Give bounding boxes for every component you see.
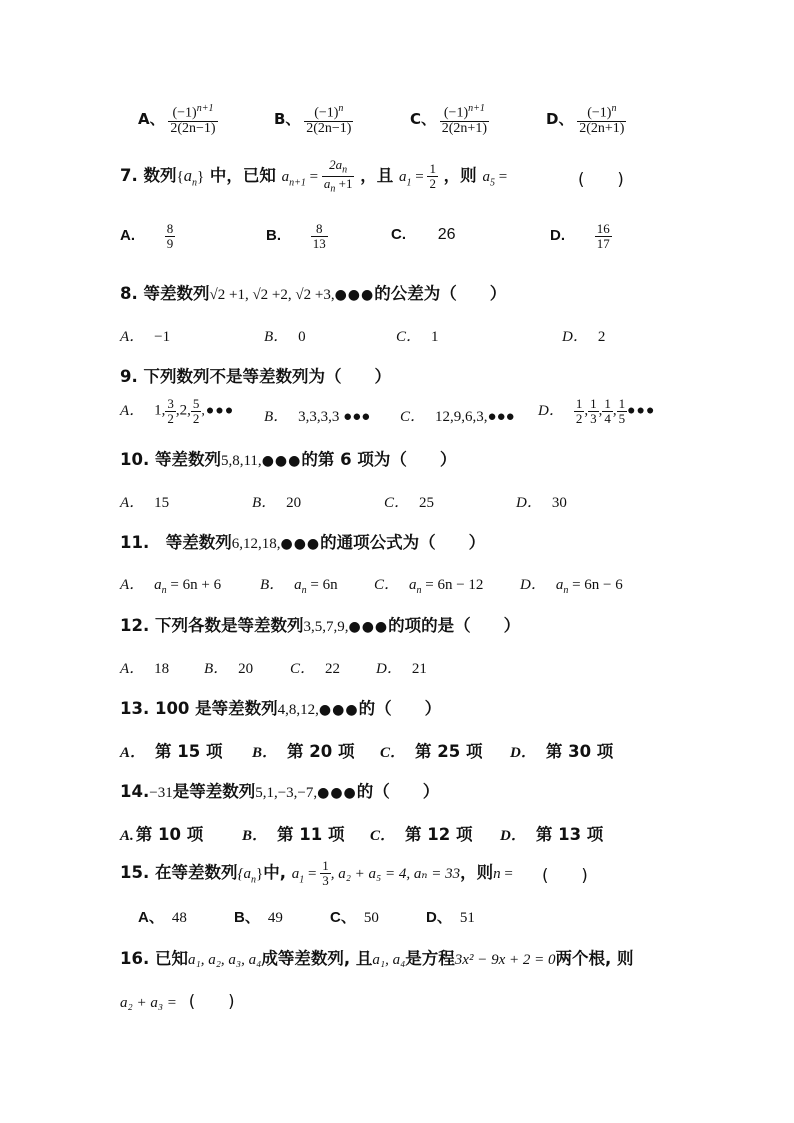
- q16-mid1: 成等差数列, 且: [261, 949, 373, 968]
- q16-mid2: 是方程: [405, 949, 455, 968]
- q13-c-label: C．: [380, 745, 406, 761]
- q13-d-label: D．: [510, 745, 536, 761]
- q16-roots: a₁, a₄: [372, 952, 406, 968]
- q14-stem-text: 14.: [120, 782, 150, 801]
- q11-a-value: = 6n + 6: [170, 577, 222, 593]
- q14-stem: [120, 778, 439, 802]
- q9-c-label: C．: [400, 409, 426, 425]
- q7-d-label: D.: [550, 226, 565, 244]
- q15-set: {a: [237, 866, 251, 882]
- q8-option-a[interactable]: [120, 325, 170, 346]
- q7-option-c[interactable]: [391, 226, 456, 244]
- q10-ellipsis: ●●●: [261, 453, 302, 469]
- q9-d-n4: 1: [618, 396, 626, 411]
- q10-stem: [120, 446, 456, 470]
- q7-frac-num-sub: n: [342, 164, 348, 176]
- q12-d-value: 21: [411, 661, 427, 677]
- q15-option-a[interactable]: [138, 906, 187, 927]
- q8-a-value: −1: [154, 329, 171, 345]
- q12-option-d[interactable]: [376, 657, 427, 678]
- q9-a-pre: 1,: [154, 402, 166, 419]
- q7-frac-den-tail: +1: [335, 176, 353, 192]
- q15-c-value: 50: [363, 910, 379, 926]
- q14-c-label: C．: [370, 828, 396, 844]
- q14-a-value: 第 10 项: [135, 825, 204, 844]
- q9-d-f4: [617, 397, 628, 425]
- q12-b-label: B．: [204, 661, 229, 677]
- q7-brace-open: {: [176, 169, 184, 186]
- q6-option-c[interactable]: [410, 104, 489, 137]
- q8-c-value: 1: [431, 329, 439, 345]
- q6-d-fraction: [577, 104, 626, 137]
- q12-c-label: C．: [290, 661, 316, 677]
- q12-a-value: 18: [154, 661, 170, 677]
- q15-option-c[interactable]: [330, 906, 379, 927]
- q10-b-label: B．: [252, 495, 277, 511]
- q14-option-c[interactable]: [370, 821, 472, 845]
- q11-option-a[interactable]: A． $a_n = 6n + 6$: [120, 577, 222, 596]
- q15-then: ，则: [460, 863, 494, 882]
- q15-conditions: , a₂ + a₅ = 4, aₙ = 33: [330, 866, 461, 882]
- q7-eq3: =: [494, 169, 508, 186]
- q13-d-value: 第 30 项: [545, 742, 614, 761]
- q7-a-num: 8: [166, 221, 174, 236]
- q8-stem-text: 8. 等差数列: [120, 284, 210, 303]
- q10-option-d[interactable]: [516, 491, 567, 512]
- q16-equation: 3x² − 9x + 2 = 0: [454, 952, 556, 968]
- q9-d-f1: [574, 397, 585, 425]
- q12-sequence: 3,5,7,9,: [303, 619, 349, 635]
- q15-c-label: C、: [330, 909, 356, 926]
- q15-a1-sub: 1: [299, 874, 305, 886]
- q10-c-value: 25: [419, 495, 435, 511]
- q6-c-fraction: [440, 104, 489, 137]
- q13-b-value: 第 20 项: [287, 742, 355, 761]
- q7-b-num: 8: [311, 222, 328, 237]
- q13-a-value: 第 15 项: [155, 742, 223, 761]
- q8-b-label: B．: [264, 329, 289, 345]
- q9-d-tail: ●●●: [627, 403, 656, 419]
- q12-tail: 的项的是（ ）: [388, 616, 521, 635]
- q15-mid: 中,: [263, 863, 286, 882]
- q9-option-d[interactable]: D． $\frac{1}{2}$ , $\frac{1}{3}$ , $\frac{1}{4}$ , $\frac{1}{5}$ ●●●: [538, 396, 656, 426]
- q12-stem: [120, 612, 520, 636]
- q6-a-num: (−1): [172, 105, 197, 121]
- q6-c-den: 2(2n+1): [441, 121, 487, 137]
- q14-b-label: B．: [242, 828, 268, 844]
- q6-option-b[interactable]: [274, 104, 353, 137]
- q14-c-value: 第 12 项: [405, 825, 473, 844]
- q10-a-value: 15: [154, 495, 170, 511]
- q6-b-fraction: [304, 104, 353, 137]
- q8-tail: 的公差为（ ）: [374, 284, 507, 303]
- q9-option-c[interactable]: [400, 405, 515, 426]
- q11-tail: 的通项公式为（ ）: [320, 533, 486, 552]
- q8-option-b[interactable]: [264, 325, 306, 346]
- q6-option-a[interactable]: [138, 104, 218, 137]
- q13-tail: 的（ ）: [358, 699, 442, 718]
- q9-b-label: B．: [264, 409, 289, 425]
- q9-c-value: 12,9,6,3,●●●: [435, 409, 515, 425]
- q14-sequence: 5,1,−3,−7,: [255, 785, 318, 801]
- q9-d-f2: [588, 397, 599, 425]
- q10-tail: 的第 6 项为（ ）: [301, 450, 457, 469]
- q15-d-value: 51: [459, 910, 475, 926]
- q9-a-tail: ,●●●: [201, 403, 235, 419]
- q10-d-value: 30: [551, 495, 567, 511]
- q15-a-label: A、: [138, 909, 164, 926]
- q13-a-label: A．: [120, 745, 146, 761]
- q7-mid2: ，且: [354, 166, 399, 186]
- q7-a: a: [183, 166, 192, 186]
- q11-option-d[interactable]: D． $a_n = 6n - 6$: [520, 577, 623, 596]
- q7-option-b[interactable]: [266, 222, 328, 250]
- q16-answer-paren[interactable]: ( ): [188, 992, 235, 1011]
- q13-option-d[interactable]: [510, 738, 613, 762]
- q7-a5: a: [482, 169, 490, 186]
- q8-a-label: A．: [120, 329, 145, 345]
- q10-d-label: D．: [516, 495, 542, 511]
- q8-stem: [120, 280, 506, 304]
- q15-third-d: 3: [322, 873, 329, 888]
- q9-a-f1d: 2: [167, 410, 174, 426]
- q14-tail: 的（ ）: [356, 782, 440, 801]
- q9-d-label: D．: [538, 402, 564, 419]
- q14-a-label: A.: [120, 828, 134, 844]
- q7-mid1: 中，已知: [204, 166, 282, 186]
- q7-a-den: 9: [166, 235, 174, 251]
- q9-d-d2: 3: [590, 410, 597, 426]
- q15-stem-text: 15. 在等差数列: [120, 863, 238, 882]
- q7-a1-sub: 1: [406, 177, 412, 189]
- q11-sequence: 6,12,18,: [231, 536, 281, 552]
- q7-option-a[interactable]: [120, 222, 175, 250]
- q7-eq: =: [305, 169, 322, 186]
- q14-d-value: 第 13 项: [535, 825, 604, 844]
- q8-option-c[interactable]: [396, 325, 439, 346]
- q10-option-b[interactable]: [252, 491, 301, 512]
- q16-terms: a₁, a₂, a₃, a₄: [187, 952, 262, 968]
- q7-a-label: A.: [120, 226, 135, 244]
- q8-sequence: √2 +1, √2 +2, √2 +3,: [209, 287, 335, 303]
- q9-a-frac2: [191, 397, 202, 425]
- q9-d-d4: 5: [618, 410, 626, 426]
- q9-option-b[interactable]: [264, 405, 370, 426]
- q13-sequence: 4,8,12,: [277, 702, 319, 718]
- q15-set-sub: n: [250, 874, 256, 886]
- q7-n: n: [191, 177, 197, 189]
- q6-b-exp: n: [338, 103, 344, 114]
- q8-option-d[interactable]: [562, 325, 605, 346]
- q7-c-label: C.: [391, 226, 406, 243]
- q6-b-den: 2(2n−1): [306, 121, 352, 137]
- q11-c-label: C．: [374, 577, 400, 593]
- q12-d-label: D．: [376, 661, 402, 677]
- q15-b-value: 49: [267, 910, 283, 926]
- q6-d-num: (−1): [587, 105, 612, 121]
- q9-b-value: 3,3,3,3 ●●●: [298, 409, 371, 425]
- q9-stem: 9. 下列数列不是等差数列为（ ）: [120, 367, 391, 386]
- q12-option-a[interactable]: [120, 657, 169, 678]
- q15-option-b[interactable]: [234, 906, 283, 927]
- q7-b-den: 13: [312, 235, 326, 251]
- q7-a-fraction: [165, 222, 176, 250]
- q11-d-label: D．: [520, 577, 546, 593]
- q14-ellipsis: ●●●: [317, 785, 357, 801]
- q7-lhs-sub: n+1: [289, 177, 306, 189]
- q6-c-label: C、: [410, 109, 437, 128]
- q7-d-num: 16: [596, 221, 610, 236]
- q9-a-f1n: 3: [167, 396, 174, 411]
- q10-a-label: A．: [120, 495, 145, 511]
- q11-option-c[interactable]: C． $a_n = 6n - 12$: [374, 577, 484, 596]
- q16-stem: [120, 945, 634, 969]
- q15-eq1: =: [304, 866, 321, 882]
- q9-a-frac1: [165, 397, 176, 425]
- q7-d-fraction: [595, 222, 612, 250]
- q6-d-label: D、: [546, 109, 574, 128]
- q11-b-value: = 6n: [310, 577, 338, 593]
- q15-third-fraction: [320, 859, 331, 887]
- q7-stem: [120, 158, 507, 195]
- q11-ellipsis: ●●●: [280, 536, 321, 552]
- q7-stem-text: 7. 数列: [120, 166, 177, 186]
- q15-eq: =: [500, 866, 513, 882]
- q7-recurrence-fraction: [322, 158, 355, 195]
- q7-half-fraction: [427, 162, 438, 190]
- q15-stem: [120, 859, 513, 888]
- q6-d-exp: n: [611, 103, 617, 114]
- q12-option-b[interactable]: [204, 657, 253, 678]
- q7-mid3: ，则: [437, 166, 483, 186]
- q14-b-value: 第 11 项: [277, 825, 345, 844]
- q11-b-label: B．: [260, 577, 285, 593]
- q9-option-a[interactable]: [120, 397, 234, 425]
- q11-c-value: = 6n − 12: [425, 577, 484, 593]
- q15-answer-paren[interactable]: ( ): [542, 866, 588, 885]
- q15-third-n: 1: [322, 858, 329, 874]
- q13-stem: [120, 695, 441, 719]
- q15-option-d[interactable]: [426, 906, 475, 927]
- q7-half-n: 1: [429, 161, 436, 177]
- q11-option-b[interactable]: B． $a_n = 6n$: [260, 577, 338, 596]
- q15-a1: a: [291, 866, 300, 882]
- q10-option-a[interactable]: [120, 491, 169, 512]
- q13-option-a[interactable]: [120, 738, 222, 762]
- q7-a1: a: [398, 169, 407, 186]
- q15-a-value: 48: [171, 910, 187, 926]
- q16-expression: a₂ + a₃ =: [120, 995, 177, 1011]
- q14-lead: −31: [149, 785, 173, 801]
- q7-frac-den: a: [323, 176, 331, 192]
- q6-b-label: B、: [274, 109, 301, 128]
- q13-option-b[interactable]: [252, 738, 354, 762]
- q9-a-f2d: 2: [192, 410, 200, 426]
- q9-a-mid: ,2,: [175, 402, 191, 419]
- q15-b-label: B、: [234, 909, 260, 926]
- q12-option-c[interactable]: [290, 657, 340, 678]
- q9-d-d3: 4: [604, 410, 611, 426]
- q14-option-b[interactable]: [242, 821, 344, 845]
- q15-d-label: D、: [426, 909, 452, 926]
- q10-sequence: 5,8,11,: [220, 453, 262, 469]
- q10-b-value: 20: [286, 495, 302, 511]
- q14-mid: 是等差数列: [172, 782, 256, 801]
- q7-answer-paren[interactable]: ( ): [578, 170, 624, 189]
- q7-b-label: B.: [266, 226, 281, 244]
- q11-a-label: A．: [120, 577, 145, 593]
- q9-d-n3: 1: [604, 396, 611, 411]
- q8-c-label: C．: [396, 329, 422, 345]
- q9-d-f3: [602, 397, 613, 425]
- q12-c-value: 22: [325, 661, 341, 677]
- q9-d-n1: 1: [575, 396, 583, 411]
- q11-stem-text: 11. 等差数列: [120, 533, 232, 552]
- q6-a-den: 2(2n−1): [170, 121, 216, 137]
- q7-d-den: 17: [596, 235, 610, 251]
- q12-b-value: 20: [238, 661, 254, 677]
- q12-stem-text: 12. 下列各数是等差数列: [120, 616, 304, 635]
- q6-option-d[interactable]: [546, 104, 626, 137]
- q7-c-value: 26: [437, 226, 456, 243]
- q8-d-value: 2: [597, 329, 606, 345]
- q9-d-n2: 1: [590, 396, 597, 411]
- q9-a-f2n: 5: [192, 396, 200, 411]
- q13-option-c[interactable]: [380, 738, 482, 762]
- q10-c-label: C．: [384, 495, 410, 511]
- q6-c-num: (−1): [443, 105, 469, 121]
- q14-option-a[interactable]: [120, 821, 203, 845]
- q7-a5-sub: 5: [489, 177, 495, 189]
- q12-a-label: A．: [120, 661, 145, 677]
- q7-eq2: =: [411, 169, 428, 186]
- q14-option-d[interactable]: [500, 821, 603, 845]
- q6-a-label: A、: [138, 109, 165, 128]
- q9-d-d1: 2: [575, 410, 583, 426]
- q6-d-den: 2(2n+1): [579, 121, 625, 137]
- q7-half-d: 2: [429, 176, 436, 192]
- q11-d-value: = 6n − 6: [572, 577, 623, 593]
- q7-frac-den-sub: n: [330, 183, 336, 195]
- q7-option-d[interactable]: [550, 222, 612, 250]
- q16-line2: [120, 988, 235, 1012]
- q13-b-label: B．: [252, 745, 278, 761]
- q7-lhs: a: [281, 169, 290, 186]
- q11-stem: [120, 529, 485, 553]
- q6-a-exp: n+1: [196, 103, 214, 114]
- q8-b-value: 0: [298, 329, 306, 345]
- q12-ellipsis: ●●●: [348, 619, 389, 635]
- q9-a-label: A．: [120, 402, 145, 419]
- q10-stem-text: 10. 等差数列: [120, 450, 221, 469]
- q10-option-c[interactable]: [384, 491, 434, 512]
- q6-b-num: (−1): [314, 105, 339, 121]
- q7-frac-num: 2a: [329, 157, 343, 172]
- q6-a-fraction: [168, 104, 217, 137]
- q8-d-label: D．: [562, 329, 588, 345]
- q16-tail: 两个根, 则: [555, 949, 634, 968]
- q13-ellipsis: ●●●: [318, 702, 359, 718]
- q8-ellipsis: ●●●: [334, 287, 375, 303]
- q13-c-value: 第 25 项: [415, 742, 483, 761]
- q7-b-fraction: [311, 222, 328, 250]
- q15-n: n: [493, 866, 501, 882]
- q16-stem-text: 16. 已知: [120, 949, 188, 968]
- q6-c-exp: n+1: [468, 103, 485, 114]
- q15-set-close: }: [255, 866, 264, 882]
- q7-brace-close: }: [196, 169, 205, 186]
- q13-stem-text: 13. 100 是等差数列: [120, 699, 278, 718]
- q14-d-label: D．: [500, 828, 526, 844]
